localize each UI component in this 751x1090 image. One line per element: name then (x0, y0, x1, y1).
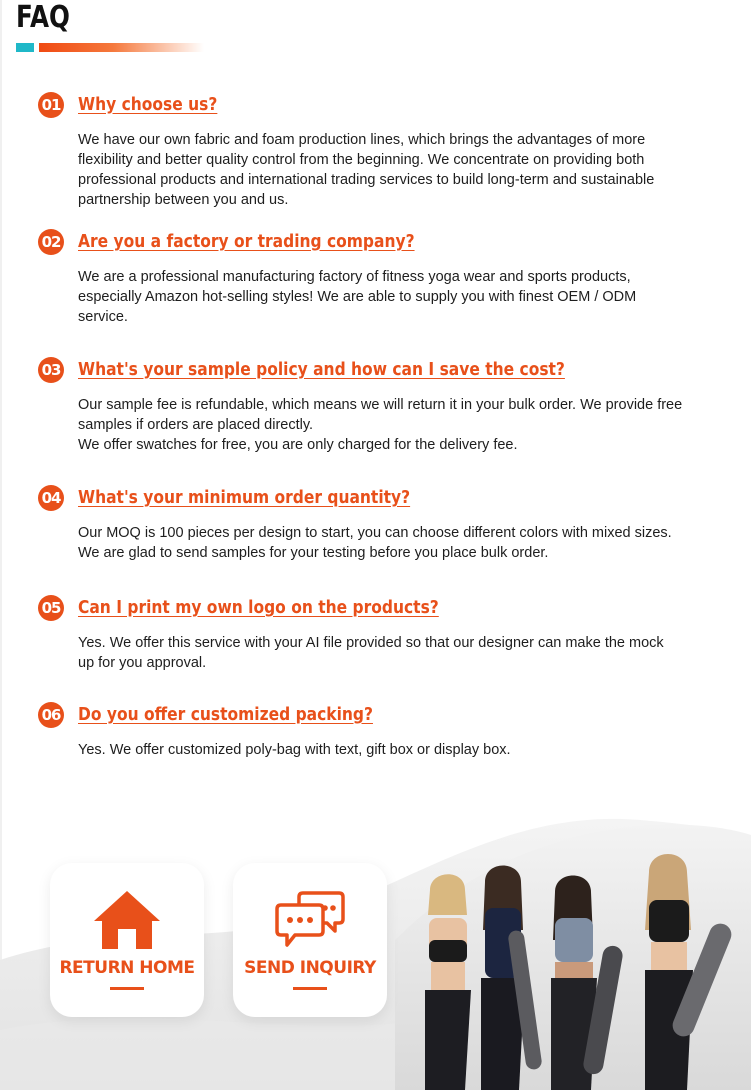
question-number-badge: 03 (38, 357, 64, 383)
question-number-badge: 04 (38, 485, 64, 511)
answer-text (78, 395, 683, 455)
answer-line: We offer swatches for free, you are only charged for the delivery fee. (78, 437, 518, 453)
faq-item (38, 485, 688, 563)
question-title: Why choose us? (78, 94, 218, 115)
question-title: Can I print my own logo on the products? (78, 597, 439, 618)
answer-text: Yes. We offer this service with your AI file provided so that our designer can make the mock up for you approval. (78, 635, 664, 671)
question-number-badge: 05 (38, 595, 64, 621)
send-inquiry-label: SEND INQUIRY (244, 958, 376, 978)
answer-text: Yes. We offer customized poly-bag with text, gift box or display box. (78, 742, 511, 758)
question-number-badge: 01 (38, 92, 64, 118)
answer-text: We have our own fabric and foam production lines, which brings the advantages of more flexibility and better quality control from the beginning. We concentrate on providing both professional products and international trading services to build long-term and sustainable partnership between you and us. (78, 132, 655, 208)
question-number-badge: 02 (38, 229, 64, 255)
page-title: FAQ (16, 0, 70, 35)
question-title: Do you offer customized packing? (78, 704, 373, 725)
label-underline (293, 987, 327, 990)
faq-item (38, 595, 688, 673)
answer-line: Our sample fee is refundable, which means we will return it in your bulk order. We provide free samples if orders are placed directly. (78, 397, 683, 433)
faq-item (38, 357, 688, 455)
question-title: What's your sample policy and how can I save the cost? (78, 359, 565, 380)
question-number-badge: 06 (38, 702, 64, 728)
chat-bubbles-icon (275, 889, 345, 951)
label-underline (110, 987, 144, 990)
faq-item (38, 92, 688, 210)
yoga-group-photo (395, 820, 751, 1090)
return-home-button[interactable] (50, 863, 204, 1017)
question-title: Are you a factory or trading company? (78, 231, 415, 252)
home-icon (92, 889, 162, 951)
answer-text: Our MOQ is 100 pieces per design to start, you can choose different colors with mixed sizes. We are glad to send samples for your testing before you place bulk order. (78, 525, 672, 561)
send-inquiry-button[interactable] (233, 863, 387, 1017)
return-home-label: RETURN HOME (59, 958, 195, 978)
title-accent-teal (16, 43, 34, 52)
title-accent-orange (39, 43, 204, 52)
question-title: What's your minimum order quantity? (78, 487, 411, 508)
faq-item (38, 229, 688, 327)
faq-item (38, 702, 688, 760)
answer-text: We are a professional manufacturing factory of fitness yoga wear and sports products, especially Amazon hot-selling styles! We are able to supply you with finest OEM / ODM service. (78, 269, 637, 325)
